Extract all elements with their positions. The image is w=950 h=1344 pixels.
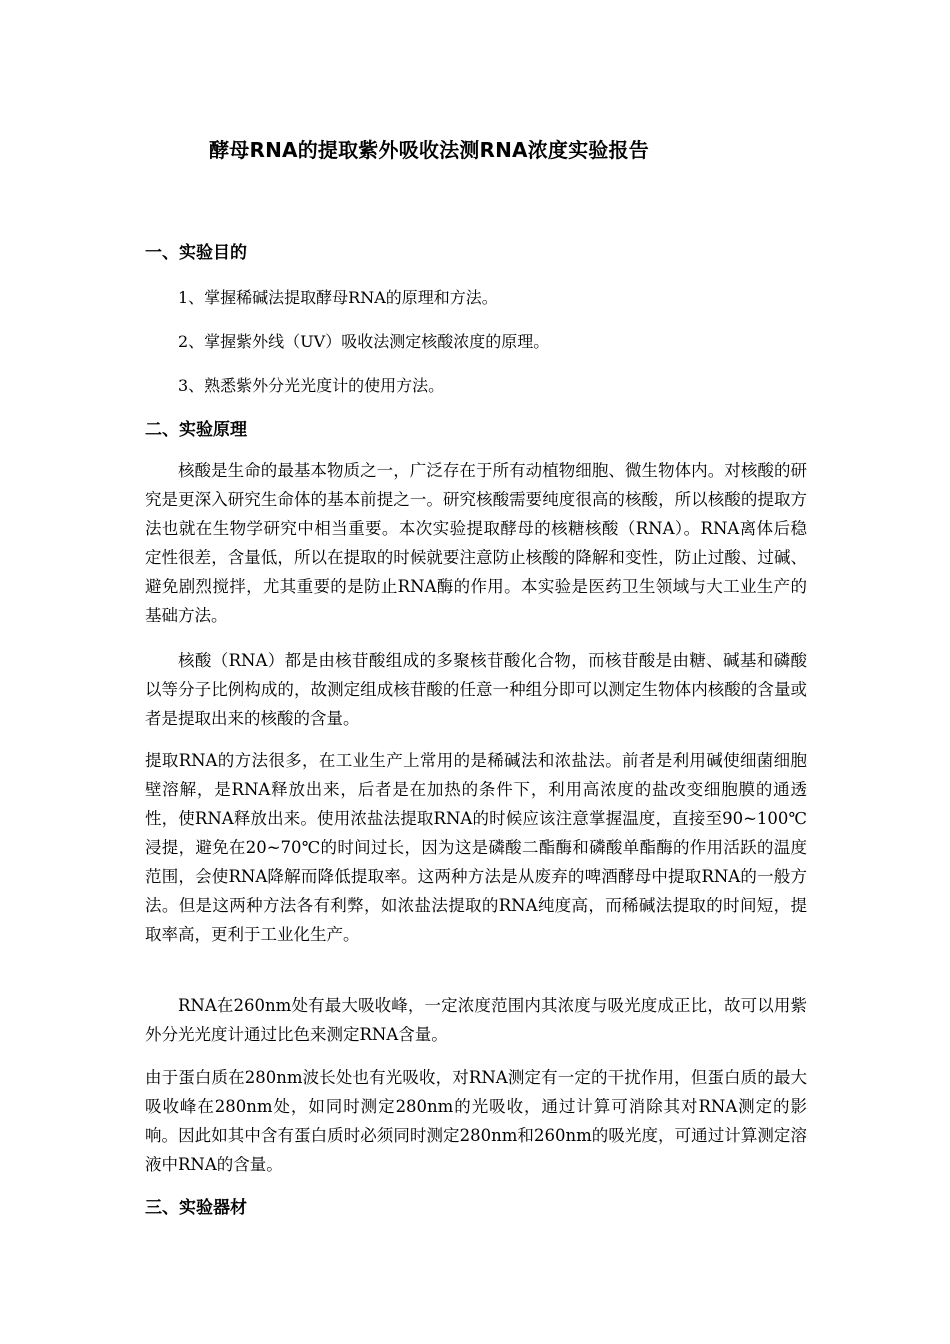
principle-paragraph-3: 提取RNA的方法很多，在工业生产上常用的是稀碱法和浓盐法。前者是利用碱使细菌细胞壁溶解，是RNA释放出来，后者是在加热的条件下，利用高浓度的盐改变细胞膜的通透性，使RNA释放出来。使用浓盐法提取RNA的时候应该注意掌握温度，直接至90~100℃浸提，避免在20~70℃的时间过长，因为这是磷酸二酯酶和磷酸单酯酶的作用活跃的温度范围，会使RNA降解而降低提取率。这两种方法是从废弃的啤酒酵母中提取RNA的一般方法。但是这两种方法各有利弊，如浓盐法提取的RNA纯度高，而稀碱法提取的时间短，提取率高，更利于工业化生产。 [145,751,807,944]
principle-paragraph-5: 由于蛋白质在280nm波长处也有光吸收，对RNA测定有一定的干扰作用，但蛋白质的最大吸收峰在280nm处，如同时测定280nm的光吸收，通过计算可消除其对RNA测定的影响。因此如其中含有蛋白质时必须同时测定280nm和260nm的吸光度，可通过计算测定溶液中RNA的含量。 [145,1068,807,1174]
purpose-item-1: 1、掌握稀碱法提取酵母RNA的原理和方法。 [178,288,498,307]
purpose-item-2: 2、掌握紫外线（UV）吸收法测定核酸浓度的原理。 [178,332,550,351]
section-heading-equipment: 三、实验器材 [145,1198,247,1218]
purpose-item-3: 3、熟悉紫外分光光度计的使用方法。 [178,376,445,395]
principle-paragraph-2: 核酸（RNA）都是由核苷酸组成的多聚核苷酸化合物，而核苷酸是由糖、碱基和磷酸以等分子比例构成的，故测定组成核苷酸的任意一种组分即可以测定生物体内核酸的含量或者是提取出来的核酸的含量。 [145,651,807,728]
document-title: 酵母RNA的提取紫外吸收法测RNA浓度实验报告 [209,138,649,162]
principle-paragraph-4: RNA在260nm处有最大吸收峰，一定浓度范围内其浓度与吸光度成正比，故可以用紫外分光光度计通过比色来测定RNA含量。 [145,996,807,1044]
section-heading-purpose: 一、实验目的 [145,243,247,263]
principle-paragraph-1: 核酸是生命的最基本物质之一，广泛存在于所有动植物细胞、微生物体内。对核酸的研究是更深入研究生命体的基本前提之一。研究核酸需要纯度很高的核酸，所以核酸的提取方法也就在生物学研究中相当重要。本次实验提取酵母的核糖核酸（RNA）。RNA离体后稳定性很差，含量低，所以在提取的时候就要注意防止核酸的降解和变性，防止过酸、过碱、避免剧烈搅拌，尤其重要的是防止RNA酶的作用。本实验是医药卫生领域与大工业生产的基础方法。 [145,461,807,625]
section-heading-principle: 二、实验原理 [145,420,247,440]
